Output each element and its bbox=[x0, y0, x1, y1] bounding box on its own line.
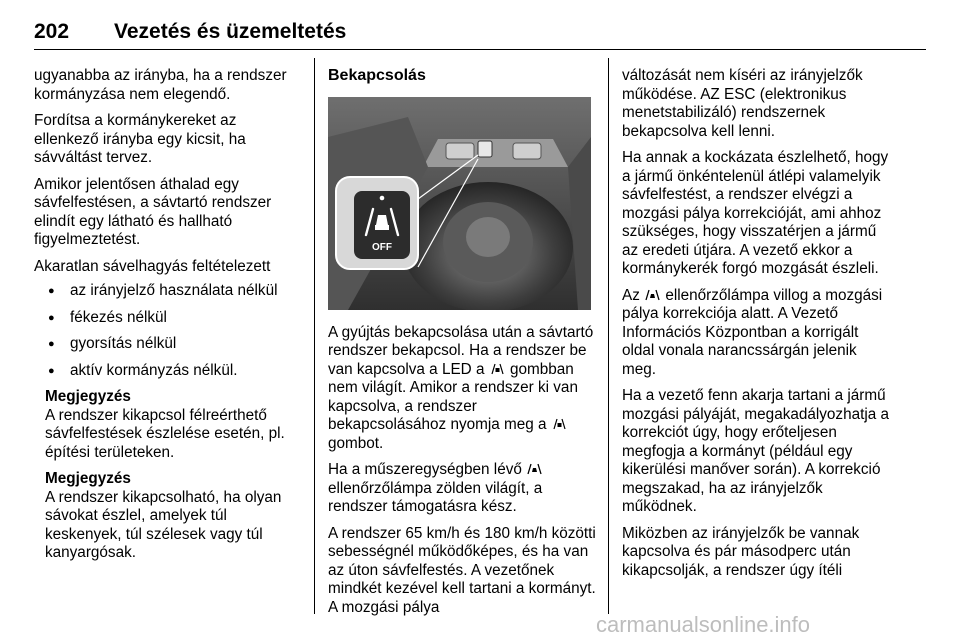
column-2 bbox=[328, 67, 596, 625]
text-run: ellenőrzőlámpa zölden világít, a rendszer támogatásra kész. bbox=[328, 479, 543, 515]
note-block bbox=[45, 388, 302, 462]
lane-assist-button-icon bbox=[489, 363, 506, 375]
paragraph: Fordítsa a kormánykereket az ellenkező irányba egy kicsit, ha sávváltást tervez. bbox=[34, 112, 246, 166]
text-run: ellenőrzőlámpa villog a mozgási pálya korrekciója alatt. A Vezető Információs Központban a korrigált oldal vonala narancssárgán jelenik meg. bbox=[622, 286, 883, 378]
paragraph: A rendszer 65 km/h és 180 km/h közötti sebességnél működőképes, és ha van az úton sávfelfestés. A vezetőnek mindkét kezével kell tartani a kormányt. A mozgási pálya bbox=[328, 524, 596, 616]
lane-keep-assist-indicator-icon bbox=[526, 463, 543, 475]
lane-keep-assist-indicator-icon bbox=[644, 289, 661, 301]
note-text: A rendszer kikapcsolható, ha olyan sávokat észlel, amelyek túl keskenyek, túl szélesek vagy túl kanyargósak. bbox=[45, 488, 282, 561]
paragraph: Ha annak a kockázata észlelhető, hogy a jármű önkéntelenül átlépi valamelyik sávfelfestést, a rendszer elvégzi a mozgási pálya korrekcióját, ami ahhoz szükséges, hogy visszatérjen a jármű az eredeti útjára. A vezető ekkor a kormánykerék forgó mozgását észleli. bbox=[622, 149, 889, 277]
column-3 bbox=[622, 67, 894, 588]
paragraph: Miközben az irányjelzők be vannak kapcsolva és pár másodperc után kikapcsolják, a rendszer úgy ítéli bbox=[622, 524, 860, 579]
section-title: Vezetés és üzemeltetés bbox=[114, 20, 347, 43]
text-run: Az bbox=[622, 286, 640, 304]
note-title: Megjegyzés bbox=[45, 470, 131, 487]
paragraph: Ha a vezető fenn akarja tartani a jármű mozgási pályáját, megakadályozhatja a korrekciót úgy, hogy erőteljesen megfogja a kormányt (például egy kikerülési manőver során). A korrekció megszakad, ha az irányjelzők működnek. bbox=[622, 387, 890, 515]
paragraph bbox=[328, 324, 596, 454]
paragraph: Amikor jelentősen áthalad egy sávfelfestésen, a sávtartó rendszer elindít egy látható és hallható figyelmeztetést. bbox=[34, 175, 272, 248]
list-item: ● fékezés nélkül bbox=[34, 309, 302, 328]
button-off-label: OFF bbox=[372, 241, 392, 253]
lane-assist-button-icon bbox=[551, 418, 568, 430]
paragraph: ugyanabba az irányba, ha a rendszer kormányzása nem elegendő. bbox=[34, 67, 287, 103]
header-rule bbox=[34, 49, 926, 50]
list-item: ● az irányjelző használata nélkül bbox=[34, 282, 302, 301]
page-number: 202 bbox=[34, 20, 70, 43]
paragraph bbox=[328, 461, 596, 517]
text-run: A gyújtás bekapcsolása után a sávtartó rendszer bekapcsol. Ha a rendszer be van kapcsolva a LED a bbox=[328, 323, 594, 378]
page-header bbox=[34, 20, 926, 52]
note-title: Megjegyzés bbox=[45, 388, 131, 405]
text-run: Ha a műszeregységben lévő bbox=[328, 461, 522, 478]
text-run: gombban nem világít. Amikor a rendszer ki van kapcsolva, a rendszer bekapcsolásához nyomja meg a bbox=[328, 360, 578, 433]
column-divider-2 bbox=[608, 58, 609, 614]
column-1 bbox=[34, 67, 302, 571]
subsection-heading: Bekapcsolás bbox=[328, 67, 426, 84]
text-run: gombot. bbox=[328, 434, 384, 452]
paragraph: változását nem kíséri az irányjelzők működése. AZ ESC (elektronikus menetstabilizáló) rendszernek bekapcsolva kell lenni. bbox=[622, 67, 863, 140]
list-item: ● gyorsítás nélkül bbox=[34, 335, 302, 354]
paragraph: Akaratlan sávelhagyás feltételezett bbox=[34, 257, 271, 275]
center-console-illustration bbox=[328, 97, 591, 310]
list-item: ● aktív kormányzás nélkül. bbox=[34, 362, 302, 381]
note-text: A rendszer kikapcsol félreérthető sávfelfestések észlelése esetén, pl. építési területeken. bbox=[45, 406, 285, 461]
note-block bbox=[45, 470, 302, 563]
watermark: carmanualsonline.info bbox=[596, 612, 811, 637]
column-divider-1 bbox=[314, 58, 315, 614]
paragraph bbox=[622, 287, 894, 380]
bullet-list bbox=[34, 282, 302, 380]
center-console-figure bbox=[328, 97, 591, 310]
